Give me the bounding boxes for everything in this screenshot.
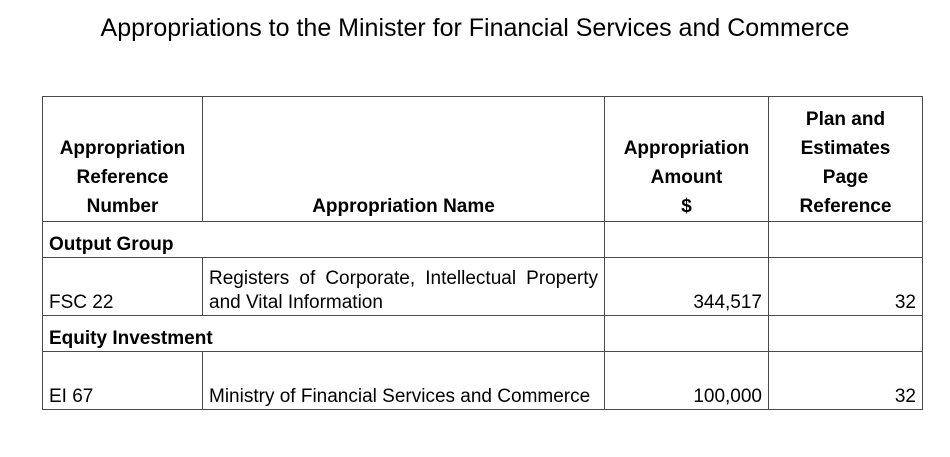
- table-row: [43, 258, 923, 316]
- section-row-equity-investment: [43, 316, 923, 352]
- header-page-reference: [769, 97, 923, 222]
- header-text: Estimates: [800, 138, 891, 159]
- header-text: Appropriation: [59, 138, 186, 159]
- header-text: Plan and: [805, 109, 886, 130]
- header-text: $: [681, 196, 692, 217]
- header-appropriation-name: [203, 97, 605, 222]
- name-cell: Ministry of Financial Services and Commerce: [203, 352, 605, 410]
- header-row: [43, 97, 923, 222]
- section-row-output-group: [43, 222, 923, 258]
- header-text: Appropriation Name: [312, 196, 495, 217]
- header-text: Number: [86, 196, 159, 217]
- amount-cell: 344,517: [605, 258, 769, 316]
- page-title: Appropriations to the Minister for Financial Services and Commerce: [100, 14, 850, 42]
- amount-cell: 100,000: [605, 352, 769, 410]
- header-text: Reference: [799, 196, 892, 217]
- empty-cell: [769, 222, 923, 258]
- header-text: Reference: [76, 167, 169, 188]
- reference-cell: FSC 22: [43, 258, 203, 316]
- empty-cell: [605, 222, 769, 258]
- appropriations-table: [42, 96, 923, 410]
- header-text: Amount: [650, 167, 723, 188]
- header-text: Appropriation: [623, 138, 750, 159]
- header-reference-number: [43, 97, 203, 222]
- reference-cell: EI 67: [43, 352, 203, 410]
- page-reference-cell: 32: [769, 352, 923, 410]
- header-appropriation-amount: [605, 97, 769, 222]
- header-text: Page: [822, 167, 869, 188]
- table-row: [43, 352, 923, 410]
- section-label: Equity Investment: [43, 316, 605, 352]
- empty-cell: [605, 316, 769, 352]
- name-cell: Registers of Corporate, Intellectual Property and Vital Information: [203, 258, 605, 316]
- empty-cell: [769, 316, 923, 352]
- section-label: Output Group: [43, 222, 605, 258]
- page-reference-cell: 32: [769, 258, 923, 316]
